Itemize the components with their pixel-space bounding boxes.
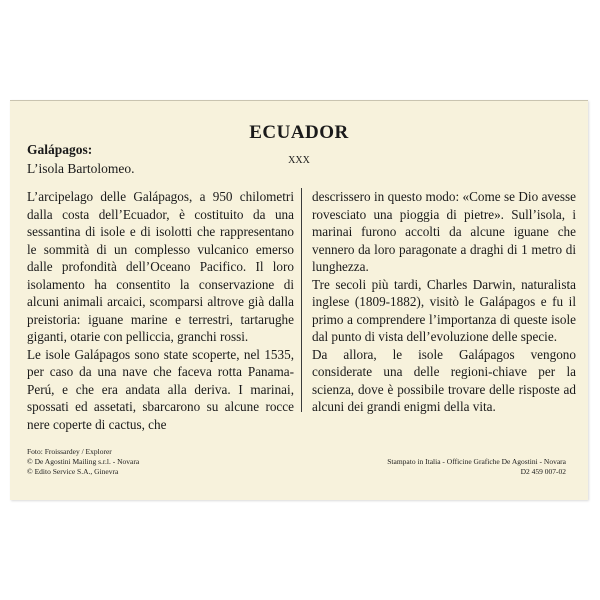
credit-mailing: © De Agostini Mailing s.r.l. - Novara [27,457,140,466]
paragraph: Le isole Galápagos sono state scoperte, nel 1535, per caso da una nave che faceva rotta Panama-Perú, e che era andata alla deriva. I marinai, spossati ed assetati, sbarcarono su alcune rocce nere coperte di cactus, che [27,346,294,432]
text-column-left [27,188,294,433]
series-code: XXX [288,155,310,166]
text-column-right [312,188,576,416]
card-top-edge [10,100,588,101]
place-name: Galápagos: [27,142,93,157]
credit-photo: Foto: Froissardey / Explorer [27,447,112,456]
country-title: ECUADOR [249,122,349,143]
paragraph: Da allora, le isole Galápagos vengono considerate una delle regioni-chiave per la scienza, dove è possibile trovare delle risposte ad alcuni dei grandi enigmi della vita. [312,346,576,414]
paragraph: descrissero in questo modo: «Come se Dio avesse rovesciato una pioggia di pietre». Sull’isola, i marinai furono accolti da alcune iguane che vennero da loro paragonate a draghi di 1 metro di lunghezza. [312,189,576,274]
column-divider [301,188,302,412]
place-subtitle: L’isola Bartolomeo. [27,161,135,176]
postcard-back [10,100,588,500]
paragraph: Tre secoli più tardi, Charles Darwin, naturalista inglese (1809-1882), visitò le Galápagos e fu il primo a comprendere l’importanza di queste isole dal punto di vista dell’evoluzione delle specie. [312,276,576,344]
credit-edito: © Edito Service S.A., Ginevra [27,467,119,476]
credits [27,447,139,477]
paragraph: L’arcipelago delle Galápagos, a 950 chilometri dalla costa dell’Ecuador, è costituito da una sessantina di isole e di isolotti che rappresentano le sommità di un complesso vulcanico emerso dalle profondità dell’Oceano Pacifico. Il loro isolamento ha consentito la conservazione di alcuni animali arcaici, scomparsi altrove già dalla preistoria: iguane marine e terrestri, tartarughe giganti, otarie con pelliccia, granchi rossi. [27,189,294,344]
product-code: D2 459 007-02 [520,467,566,476]
print-info [387,457,566,477]
printed-in: Stampato in Italia - Officine Grafiche De Agostini - Novara [387,457,566,466]
